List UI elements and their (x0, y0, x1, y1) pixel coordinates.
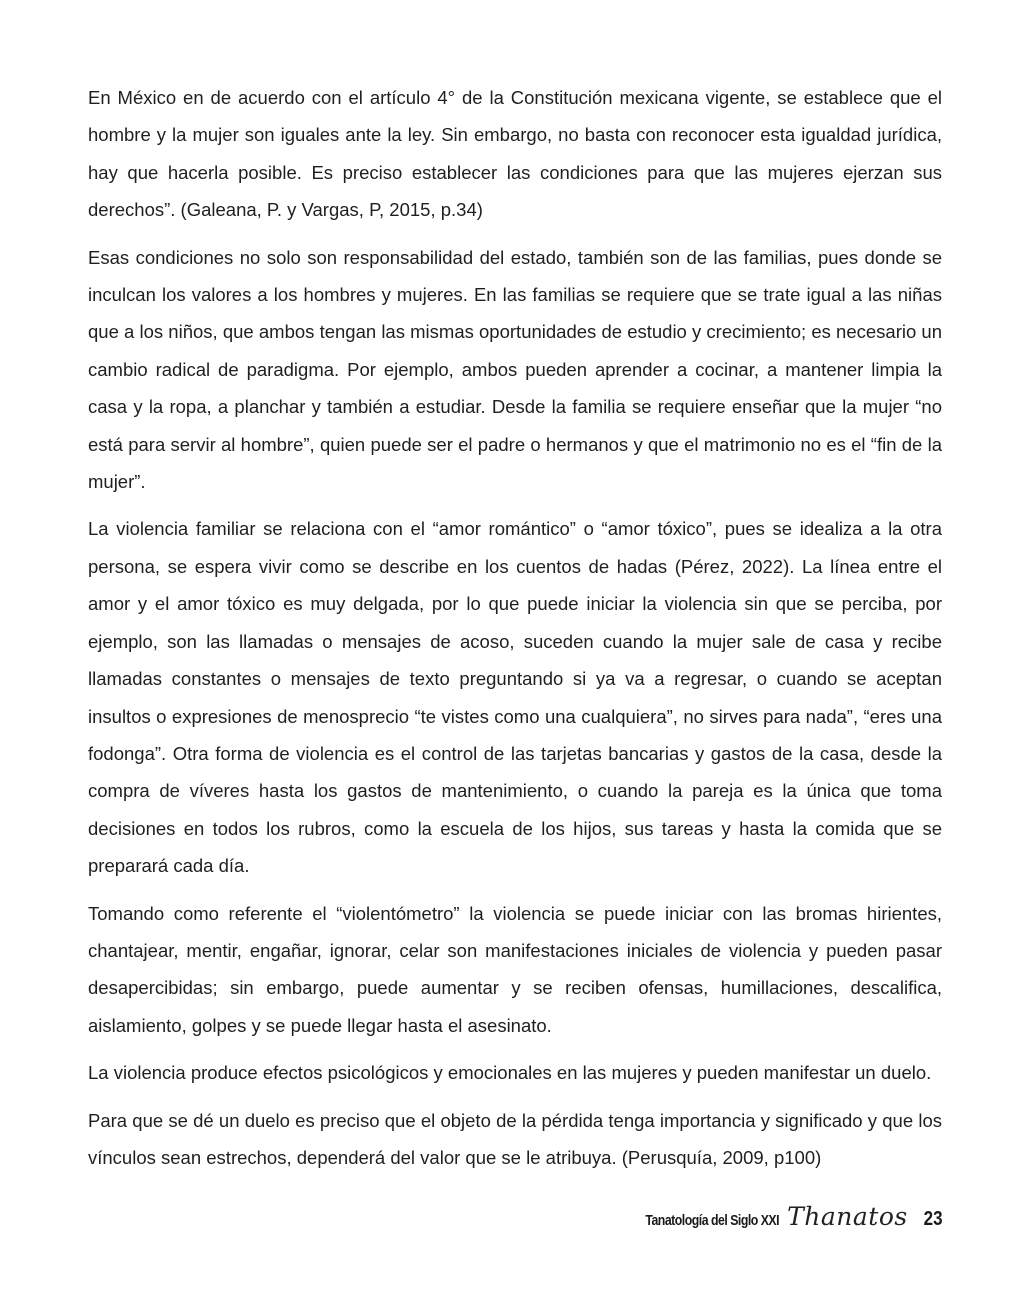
page-number: 23 (923, 1208, 943, 1230)
page-footer (616, 1202, 944, 1242)
body-text (88, 79, 942, 1186)
paragraph-6: Para que se dé un duelo es preciso que el objeto de la pérdida tenga importancia y significado y que los vínculos sean estrechos, dependerá del valor que se le atribuya. (Perusquía, 2009, p100) (88, 1109, 942, 1168)
paragraph-4: Tomando como referente el “violentómetro” la violencia se puede iniciar con las bromas hirientes, chantajear, mentir, engañar, ignorar, celar son manifestaciones iniciales de violencia y pueden pasar desapercibidas; sin embargo, puede aumentar y se reciben ofensas, humillaciones, descalifica, aislamiento, golpes y se puede llegar hasta el asesinato. (88, 902, 942, 1036)
footer-series-title: Tanatología del Siglo XXI (645, 1212, 780, 1229)
footer-brand-logo: Thanatos (787, 1202, 908, 1231)
paragraph-3: La violencia familiar se relaciona con el “amor romántico” o “amor tóxico”, pues se idealiza a la otra persona, se espera vivir como se describe en los cuentos de hadas (Pérez, 2022). La línea entre el amor y el amor tóxico es muy delgada, por lo que puede iniciar la violencia sin que se perciba, por ejemplo, son las llamadas o mensajes de acoso, suceden cuando la mujer sale de casa y recibe llamadas constantes o mensajes de texto preguntando si ya va a regresar, o cuando se aceptan insultos o expresiones de menosprecio “te vistes como una cualquiera”, no sirves para nada”, “eres una fodonga”. Otra forma de violencia es el control de las tarjetas bancarias y gastos de la casa, desde la compra de víveres hasta los gastos de mantenimiento, o cuando la pareja es la única que toma decisiones en todos los rubros, como la escuela de los hijos, sus tareas y hasta la comida que se preparará cada día. (88, 518, 942, 877)
paragraph-5: La violencia produce efectos psicológicos y emocionales en las mujeres y pueden manifestar un duelo. (88, 1062, 932, 1084)
paragraph-2: Esas condiciones no solo son responsabilidad del estado, también son de las familias, pues donde se inculcan los valores a los hombres y mujeres. En las familias se requiere que se trate igual a las niñas que a los niños, que ambos tengan las mismas oportunidades de estudio y crecimiento; es necesario un cambio radical de paradigma. Por ejemplo, ambos pueden aprender a cocinar, a mantener limpia la casa y la ropa, a planchar y también a estudiar. Desde la familia se requiere enseñar que la mujer “no está para servir al hombre”, quien puede ser el padre o hermanos y que el matrimonio no es el “fin de la mujer”. (88, 246, 942, 493)
paragraph-1: En México en de acuerdo con el artículo 4° de la Constitución mexicana vigente, se establece que el hombre y la mujer son iguales ante la ley. Sin embargo, no basta con reconocer esta igualdad jurídica, hay que hacerla posible. Es preciso establecer las condiciones para que las mujeres ejerzan sus derechos”. (Galeana, P. y Vargas, P, 2015, p.34) (88, 87, 942, 221)
